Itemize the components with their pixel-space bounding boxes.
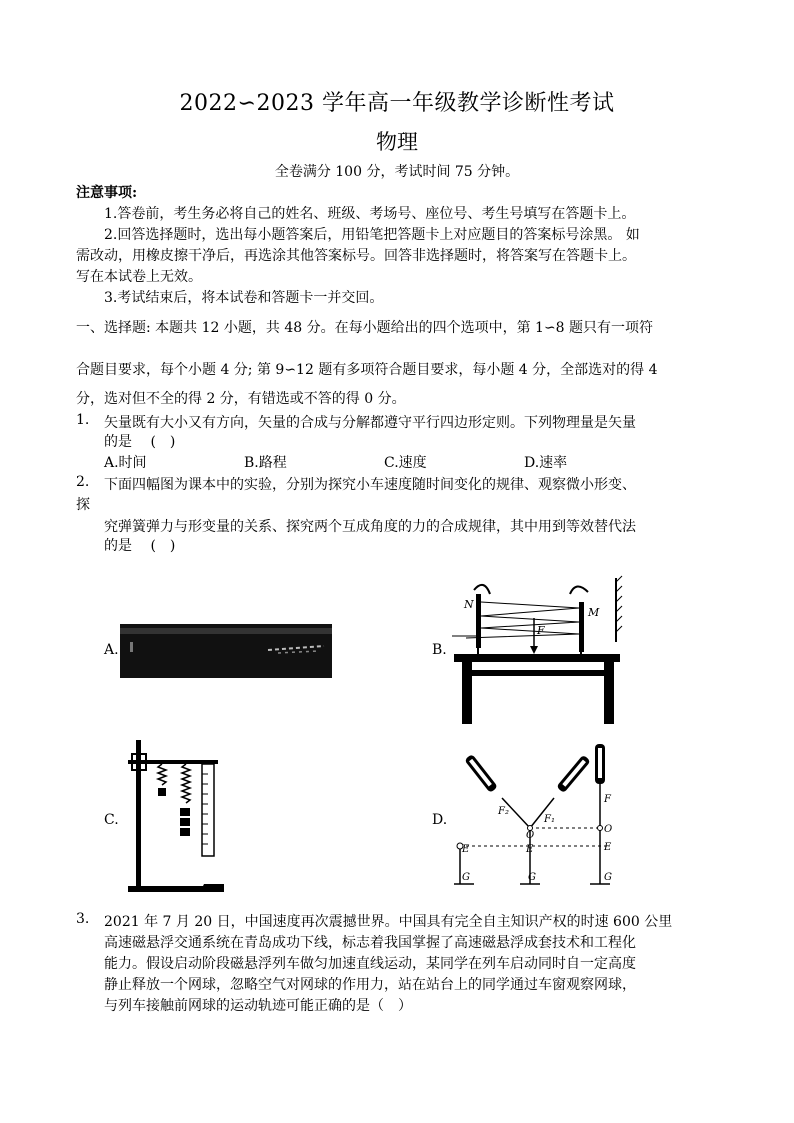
q1-stem-line-2: 的是 ( ) [104,434,176,450]
notice-line-3: 需改动，用橡皮擦干净后，再选涂其他答案标号。回答非选择题时，将答案写在答题卡上。 [76,248,636,264]
exam-info: 全卷满分 100 分，考试时间 75 分钟。 [274,164,520,180]
table-top [454,654,620,662]
label-n: N [464,598,474,611]
notice-line-2: 2.回答选择题时，选出每小题答案后，用铅笔把答题卡上对应题目的答案标号涂黑。 如 [104,227,640,243]
section1-line-2: 合题目要求，每个小题 4 分; 第 9∽12 题有多项符合题目要求，每小题 4 分，全部选对的得 4 [76,362,658,378]
q3-line-2: 高速磁悬浮交通系统在青岛成功下线，标志着我国掌握了高速磁悬浮成套技术和工程化 [104,935,636,951]
label-m: M [588,606,600,619]
ruler [202,764,214,856]
label-f1: F₁ [544,814,555,825]
label-o-mid: O [526,830,535,841]
q2-stem-line-3: 的是 ( ) [104,538,176,554]
q1-number: 1. [76,412,90,428]
label-g-mid: G [528,872,536,883]
exam-title: 2022∽2023 学年高一年级教学诊断性考试 [179,91,615,116]
q2-stem-line-1: 下面四幅图为课本中的实验，分别为探究小车速度随时间变化的规律、观察微小形变、 [104,477,636,493]
label-e-mid: E [526,844,534,855]
section1-line-3: 分，选对但不全的得 2 分，有错选或不答的得 0 分。 [76,391,406,407]
label-g-left: G [462,872,470,883]
label-g-right: G [604,872,612,883]
mirror-n [476,594,481,648]
q1-option-b: B.路程 [244,455,287,471]
q3-line-5: 与列车接触前网球的运动轨迹可能正确的是（ ） [104,998,412,1014]
notice-heading: 注意事项: [76,185,138,201]
label-f: F [537,624,545,637]
q2-number: 2. [76,474,90,490]
q3-line-1: 2021 年 7 月 20 日，中国速度再次震撼世界。中国具有完全自主知识产权的时速 600 公里 [104,914,673,930]
notice-line-1: 1.答卷前，考生务必将自己的姓名、班级、考场号、座位号、考生号填写在答题卡上。 [104,206,636,222]
figure-d-diagram [450,740,626,892]
q1-stem-line-1: 矢量既有大小又有方向，矢量的合成与分解都遵守平行四边形定则。下列物理量是矢量 [104,415,636,431]
figure-b-diagram [446,572,632,728]
figure-a-label: A. [104,642,119,658]
q2-stem-line-1b: 探 [76,497,90,513]
figure-b-label: B. [432,642,447,658]
label-e-right: E [604,842,612,853]
label-f2: F₂ [498,806,509,817]
q1-option-c: C.速度 [384,455,427,471]
q2-stem-line-2: 究弹簧弹力与形变量的关系、探究两个互成角度的力的合成规律，其中用到等效替代法 [104,519,636,535]
q1-option-a: A.时间 [104,455,147,471]
mirror-m [579,602,584,652]
subject-title: 物理 [376,130,418,154]
figure-c-label: C. [104,812,119,828]
q3-line-3: 能力。假设启动阶段磁悬浮列车做匀加速直线运动，某同学在列车启动同时自一定高度 [104,956,636,972]
notice-line-5: 3.考试结束后，将本试卷和答题卡一并交回。 [104,290,384,306]
figure-a-image [118,622,334,680]
label-f-right: F [604,794,611,805]
figure-c-diagram [124,738,228,900]
figure-d-label: D. [432,812,448,828]
q1-option-d: D.速率 [524,455,568,471]
q3-line-4: 静止释放一个网球，忽略空气对网球的作用力，站在站台上的同学通过车窗观察网球， [104,977,636,993]
notice-line-4: 写在本试卷上无效。 [76,269,202,285]
label-e-left: E [462,844,470,855]
q3-number: 3. [76,911,90,927]
section1-line-1: 一、选择题: 本题共 12 小题，共 48 分。在每小题给出的四个选项中，第 1∽8 题只有一项符 [76,320,654,336]
label-o-right: O [604,824,613,835]
